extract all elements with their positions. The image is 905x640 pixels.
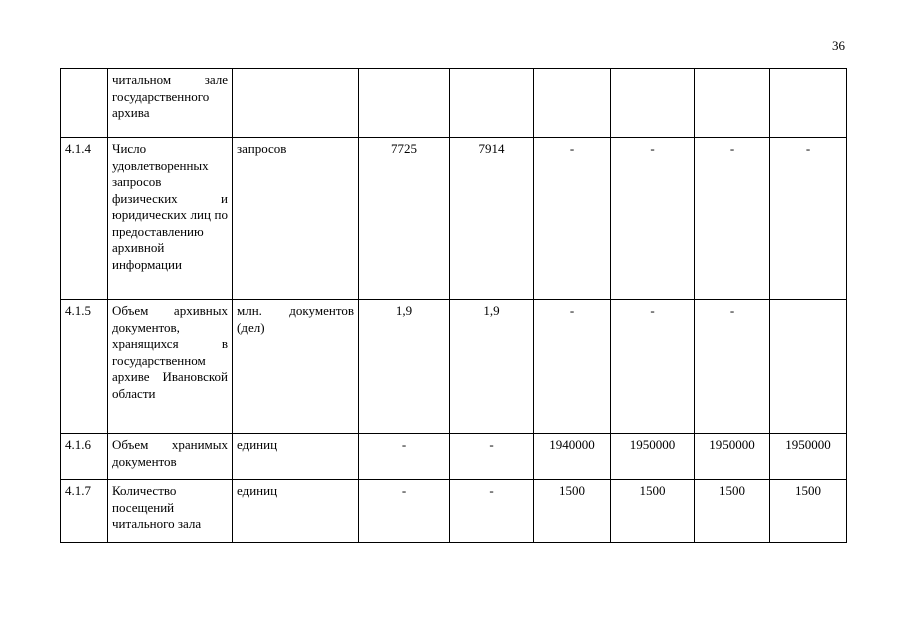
row-value: 1500 — [534, 480, 611, 543]
row-unit: единиц — [233, 480, 359, 543]
table-row — [61, 69, 847, 138]
row-value: - — [359, 434, 450, 480]
row-value — [770, 69, 847, 138]
row-value: - — [534, 300, 611, 434]
row-value — [611, 69, 695, 138]
row-name: Объем архивных документов, хранящихся в государственном архиве Ивановской области — [108, 300, 233, 434]
row-value: 7725 — [359, 138, 450, 300]
row-code: 4.1.6 — [61, 434, 108, 480]
row-unit: запросов — [233, 138, 359, 300]
row-value — [534, 69, 611, 138]
row-name: читальном зале государственного архива — [108, 69, 233, 138]
row-code: 4.1.5 — [61, 300, 108, 434]
row-value: 1500 — [695, 480, 770, 543]
row-value: - — [450, 480, 534, 543]
row-code — [61, 69, 108, 138]
row-value: 1940000 — [534, 434, 611, 480]
table-row — [61, 480, 847, 543]
table-row — [61, 138, 847, 300]
indicators-table — [60, 68, 847, 543]
row-value: 1,9 — [450, 300, 534, 434]
row-unit — [233, 69, 359, 138]
row-value: - — [695, 138, 770, 300]
page-number: 36 — [832, 38, 845, 53]
row-unit: млн. документов (дел) — [233, 300, 359, 434]
row-value: - — [695, 300, 770, 434]
row-value: 1,9 — [359, 300, 450, 434]
row-value — [359, 69, 450, 138]
table-row — [61, 434, 847, 480]
row-name: Объем хранимых документов — [108, 434, 233, 480]
row-value — [770, 300, 847, 434]
table-row — [61, 300, 847, 434]
row-unit: единиц — [233, 434, 359, 480]
row-value — [450, 69, 534, 138]
row-value: - — [770, 138, 847, 300]
row-value: 1500 — [611, 480, 695, 543]
row-value: 1950000 — [611, 434, 695, 480]
row-value: 1500 — [770, 480, 847, 543]
row-value: - — [450, 434, 534, 480]
row-value: - — [359, 480, 450, 543]
row-value: 1950000 — [695, 434, 770, 480]
row-value: - — [534, 138, 611, 300]
row-value: 7914 — [450, 138, 534, 300]
row-value: - — [611, 138, 695, 300]
row-value: 1950000 — [770, 434, 847, 480]
row-code: 4.1.7 — [61, 480, 108, 543]
row-name: Количество посещений читального зала — [108, 480, 233, 543]
row-code: 4.1.4 — [61, 138, 108, 300]
row-value — [695, 69, 770, 138]
row-value: - — [611, 300, 695, 434]
row-name: Число удовлетворенных запросов физических и юридических лиц по предоставлению архивной информации — [108, 138, 233, 300]
